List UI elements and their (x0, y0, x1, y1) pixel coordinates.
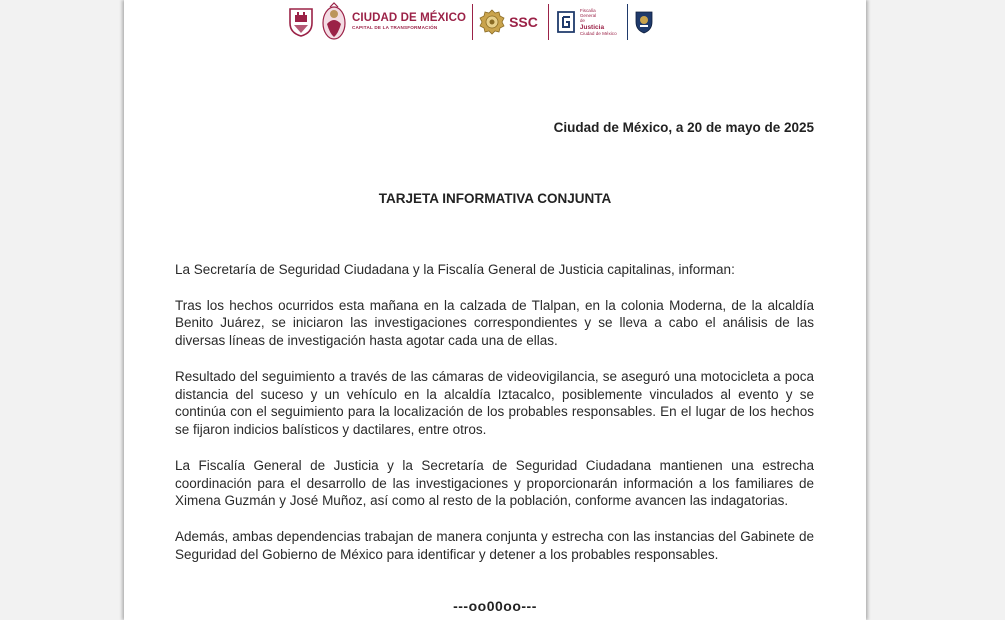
letterhead (288, 2, 668, 42)
paragraph: La Fiscalía General de Justicia y la Secretaría de Seguridad Ciudadana mantienen una estrecha coordinación para el desarrollo de las investigaciones y proporcionarán información a los familiares de Ximena Guzmán y José Muñoz, así como al resto de la población, conforme avancen las indagatorias. (175, 457, 814, 509)
logo-divider (627, 4, 628, 40)
document-page (124, 0, 866, 620)
document-heading: TARJETA INFORMATIVA CONJUNTA (378, 191, 612, 206)
cdmx-wordmark (352, 13, 466, 31)
document-body (175, 261, 814, 581)
fgj-wordmark (580, 8, 617, 37)
ssc-wordmark: SSC (509, 14, 538, 30)
fgj-line: Ciudad de México (579, 31, 617, 37)
fgj-logo (555, 9, 577, 35)
closing-separator: ---oo00oo--- (453, 598, 537, 614)
paragraph: Resultado del seguimiento a través de las cámaras de videovigilancia, se aseguró una motocicleta a poca distancia del suceso y un vehículo en la alcaldía Iztacalco, posiblemente vinculados al evento y se continúa con el seguimiento para la localización de los probables responsables. En el lugar de los hechos se fijaron indicios balísticos y dactilares, entre otros. (175, 368, 814, 438)
cdmx-emblem-logo (320, 2, 348, 42)
paragraph: Tras los hechos ocurridos esta mañana en la calzada de Tlalpan, en la colonia Moderna, de la alcaldía Benito Juárez, se iniciaron las investigaciones correspondientes y se lleva a cabo el análisis de las diversas líneas de investigación hasta agotar cada una de ellas. (175, 297, 814, 349)
fgj-line: Justicia (579, 23, 605, 31)
cdmx-title: CIUDAD DE MÉXICO (352, 11, 467, 24)
police-shield-logo (634, 10, 654, 34)
fgj-line: de (579, 18, 585, 24)
ssc-badge-logo (479, 9, 505, 35)
paragraph: Además, ambas dependencias trabajan de manera conjunta y estrecha con las instancias del Gabinete de Seguridad del Gobierno de México para identificar y detener a los probables responsables. (175, 528, 814, 562)
fgj-line: General (579, 12, 597, 18)
fgj-line: Fiscalía (579, 7, 596, 13)
logo-divider (548, 4, 549, 40)
cdmx-coat-of-arms-logo (288, 7, 314, 37)
cdmx-subtitle: CAPITAL DE LA TRANSFORMACIÓN (352, 25, 438, 31)
paragraph-intro: La Secretaría de Seguridad Ciudadana y la Fiscalía General de Justicia capitalinas, informan: (175, 262, 735, 277)
document-date: Ciudad de México, a 20 de mayo de 2025 (553, 120, 814, 135)
logo-divider (472, 4, 473, 40)
